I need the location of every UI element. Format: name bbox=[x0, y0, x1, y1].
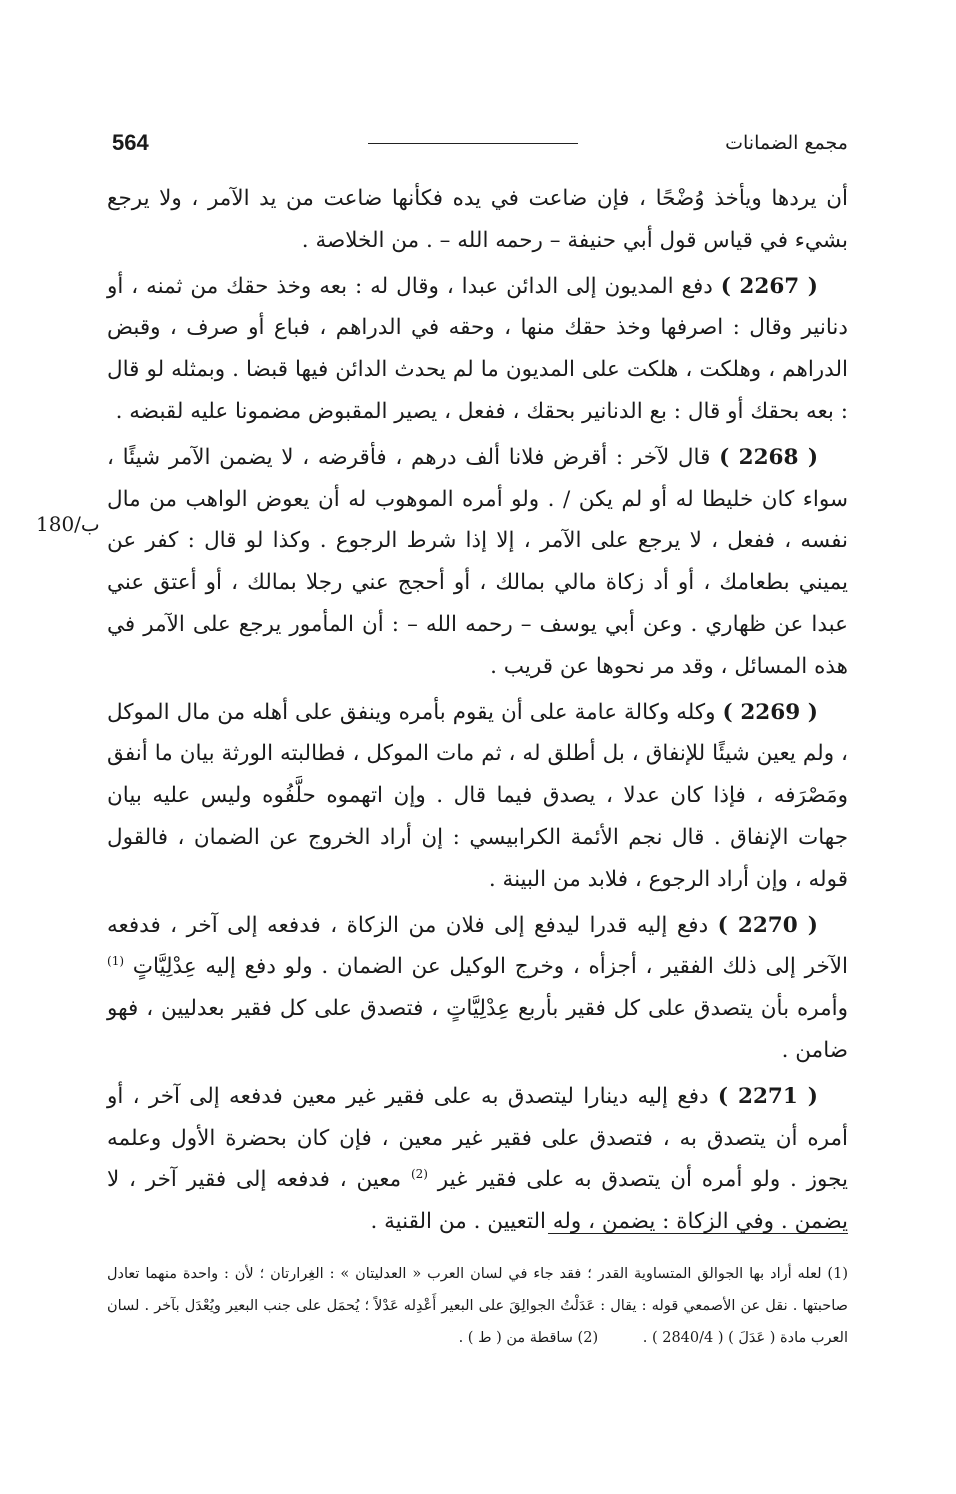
issue-number: ( 2271 ) bbox=[717, 1083, 818, 1109]
footnote-marker: (2) bbox=[410, 1167, 428, 1182]
paragraph-2269 bbox=[107, 692, 848, 901]
paragraph-2268 bbox=[107, 437, 848, 688]
footnotes bbox=[107, 1258, 848, 1354]
paragraph-text: دفع إليه دينارا ليتصدق به على فقير غير معين فدفعه إلى آخر ، أو أمره أن يتصدق به ، فتصدق على فقير غير معين ، فإن كان بحضرة الأول وعلمه يجوز . ولو أمره أن يتصدق به على فقير غير bbox=[107, 1083, 848, 1193]
paragraph-2270 bbox=[107, 905, 848, 1072]
book-title: مجمع الضمانات bbox=[725, 132, 848, 154]
paragraph-text: معين ، فدفعه إلى فقير آخر ، لا يضمن . وفي الزكاة : يضمن ، وله التعيين . من القنية . bbox=[107, 1167, 848, 1235]
issue-number: ( 2269 ) bbox=[722, 699, 818, 725]
paragraph-text: وكله وكالة عامة على أن يقوم بأمره وينفق على أهله من مال الموكل ، ولم يعين شيئًا للإنفاق ، بل أطلق له ، ثم مات الموكل ، فطالبته الورثة بيان ما أنفق ومَصْرَفه ، فإذا كان عدلا ، يصدق فيما قال . وإن اتهموه حلَّفُوه وليس عليه بيان جهات الإنفاق . قال نجم الأئمة الكرابيسي : إن أراد الخروج عن الضمان ، فالقول قوله ، وإن أراد الرجوع ، فلابد من البينة . bbox=[107, 699, 848, 892]
paragraph-2267 bbox=[107, 266, 848, 433]
margin-folio-reference: 180/ب bbox=[36, 512, 100, 536]
page-number: 564 bbox=[112, 130, 149, 155]
paragraph-continuation bbox=[107, 178, 848, 262]
footnote-marker: (1) bbox=[107, 954, 125, 969]
footnote-block bbox=[107, 1258, 848, 1354]
main-text bbox=[107, 178, 848, 1247]
header-rule bbox=[368, 143, 578, 144]
running-header bbox=[112, 126, 848, 160]
paragraph-text: قال لآخر : أقرض فلانا ألف درهم ، فأقرضه ، لا يضمن الآمر شيئًا ، سواء كان خليطا له أو لم يكن / . ولو أمره الموهوب له أن يعوض الواهب من مال نفسه ، ففعل ، لا يرجع على الآمر ، إلا إذا شرط الرجوع . وكذا لو قال : كفر عن يميني بطعامك ، أو أد زكاة مالي بمالك ، أو أحجج عني رجلا بمالك ، أو أعتق عني عبدا عن ظهاري . وعن أبي يوسف – رحمه الله – : أن المأمور يرجع على الآمر في هذه المسائل ، وقد مر نحوها عن قريب . bbox=[107, 444, 848, 679]
footnote-separator bbox=[548, 1233, 848, 1234]
paragraph-text: دفع المديون إلى الدائن عبدا ، وقال له : بعه وخذ حقك من ثمنه ، أو دنانير وقال : اصرفها وخذ حقك منها ، وحقه في الدراهم ، فباع أو صرف ، وقبض الدراهم ، وهلكت ، هلكت على المديون ما لم يحدث الدائن فيها قبضا . وبمثله لو قال : بعه بحقك أو قال : بع الدنانير بحقك ، ففعل ، يصير المقبوض مضمونا عليه لقبضه . bbox=[107, 273, 848, 424]
footnote-2: (2) ساقطة من ( ط ) . bbox=[458, 1330, 599, 1346]
issue-number: ( 2268 ) bbox=[719, 444, 818, 470]
paragraph-text: أن يردها ويأخذ وُضْحًا ، فإن ضاعت في يده فكأنها ضاعت من يد الآمر ، ولا يرجع بشيء في قياس قول أبي حنيفة – رحمه الله – . من الخلاصة . bbox=[107, 186, 848, 253]
paragraph-text: وأمره بأن يتصدق على كل فقير بأربع عِدْلِيَّاتٍ ، فتصدق على كل فقير بعدليين ، فهو ضامن . bbox=[107, 996, 848, 1063]
paragraph-2271 bbox=[107, 1076, 848, 1243]
issue-number: ( 2270 ) bbox=[717, 912, 818, 938]
paragraph-text: دفع إليه قدرا ليدفع إلى فلان من الزكاة ، فدفعه إلى آخر ، فدفعه الآخر إلى ذلك الفقير ، أجزأه ، وخرج الوكيل عن الضمان . ولو دفع إليه عِدْلِيَّاتٍ bbox=[107, 912, 848, 980]
issue-number: ( 2267 ) bbox=[720, 273, 818, 299]
footnote-1: (1) لعله أراد بها الجوالق المتساوية القدر ؛ فقد جاء في لسان العرب « العدليتان » : الغِرارتان ؛ لأن : واحدة منهما تعادل صاحبتها . نقل عن الأصمعي قوله : يقال : عَدَلْتُ الجوالِقَ على البعير أَعْدِله عَدْلاً ؛ يُحمَل على جنب البعير ويُعْدَل بآخر . لسان العرب مادة ( عَدَلَ ) ( 2840/4 ) . bbox=[107, 1266, 848, 1346]
